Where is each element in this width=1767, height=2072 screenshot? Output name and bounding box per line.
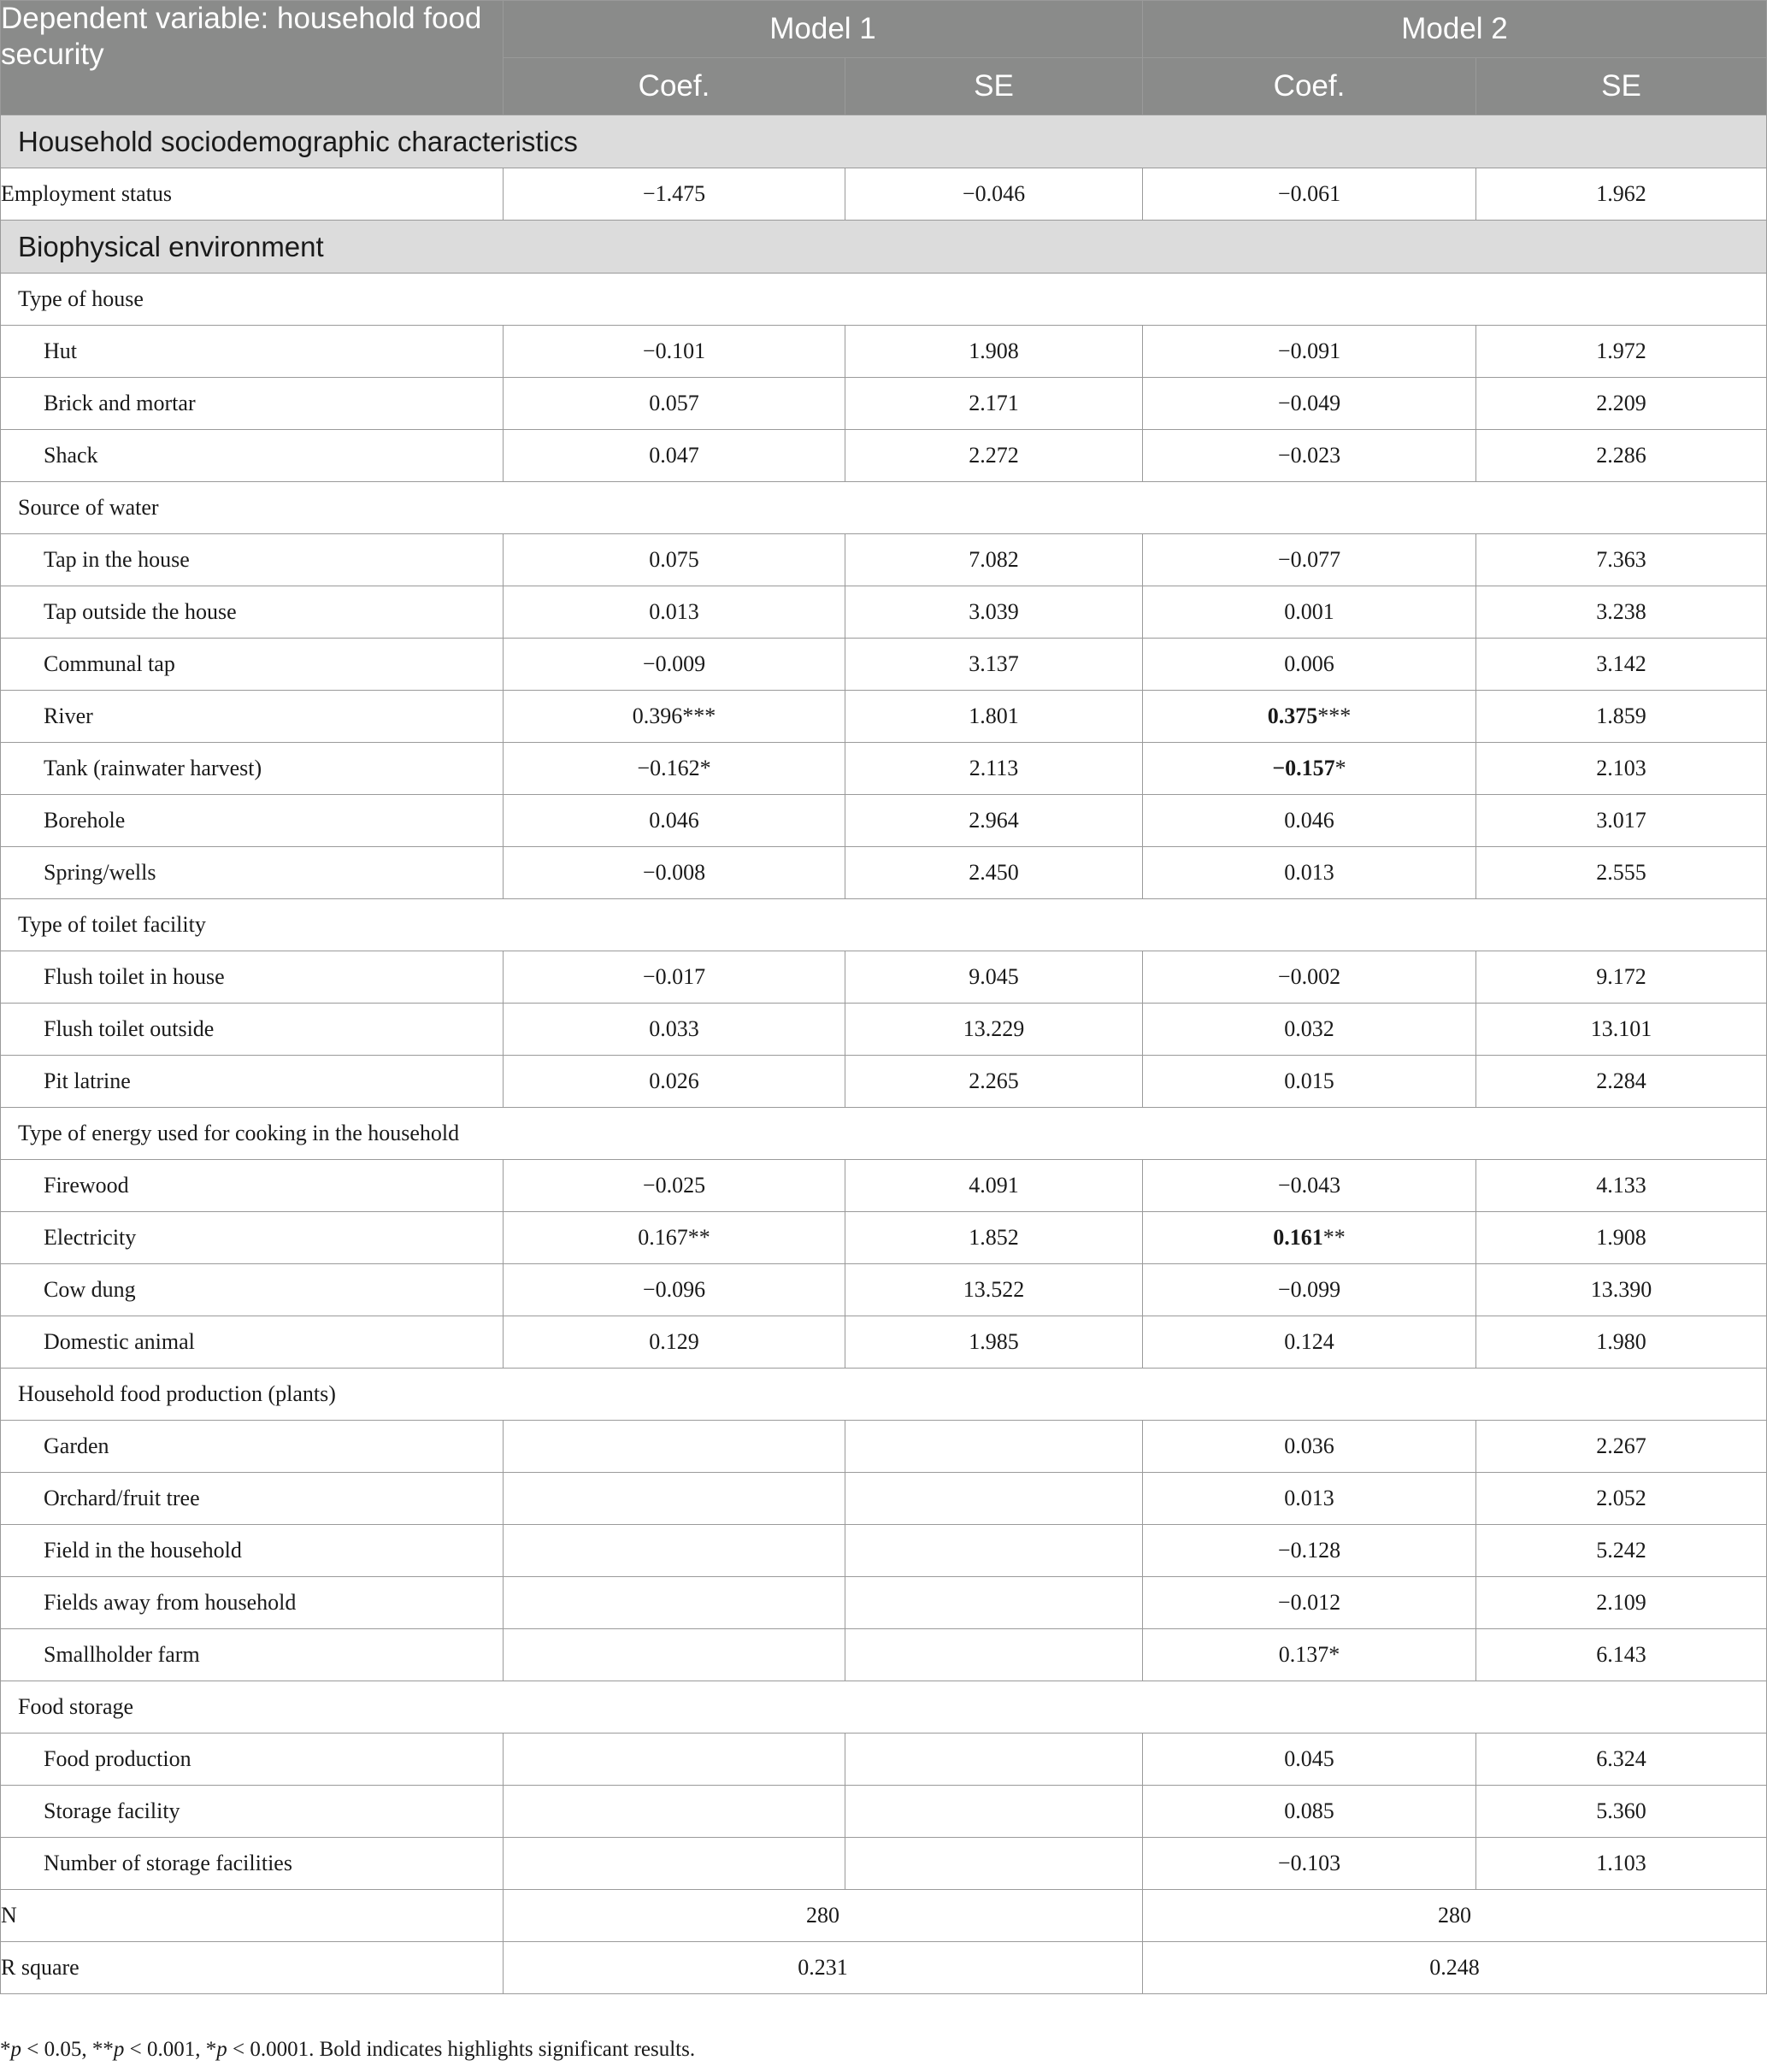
m2-se: 6.324 xyxy=(1476,1734,1767,1786)
m2-se: 3.017 xyxy=(1476,795,1767,847)
m1-se: 2.964 xyxy=(845,795,1143,847)
table-row xyxy=(1,430,1767,482)
group-title: Household food production (plants) xyxy=(1,1369,1767,1421)
m2-se: 1.962 xyxy=(1476,168,1767,221)
table-row xyxy=(1,534,1767,586)
m2-se: 2.267 xyxy=(1476,1421,1767,1473)
row-label: Electricity xyxy=(1,1212,504,1264)
footnote-p: p xyxy=(216,2038,227,2061)
row-label: Shack xyxy=(1,430,504,482)
m1-se xyxy=(845,1629,1143,1681)
row-label: Tap in the house xyxy=(1,534,504,586)
m1-coef xyxy=(504,1734,845,1786)
table-row xyxy=(1,1264,1767,1316)
table-row xyxy=(1,795,1767,847)
m1-se xyxy=(845,1421,1143,1473)
table-row xyxy=(1,168,1767,221)
m2-se: 5.360 xyxy=(1476,1786,1767,1838)
row-label: Tank (rainwater harvest) xyxy=(1,743,504,795)
m2-coef: 0.001 xyxy=(1143,586,1476,639)
m1-coef: −0.008 xyxy=(504,847,845,899)
row-label: Firewood xyxy=(1,1160,504,1212)
m2-se: 9.172 xyxy=(1476,951,1767,1004)
m2-se: 3.238 xyxy=(1476,586,1767,639)
group-row xyxy=(1,274,1767,326)
m2-coef: 0.045 xyxy=(1143,1734,1476,1786)
table-row xyxy=(1,1629,1767,1681)
m2-se: 3.142 xyxy=(1476,639,1767,691)
m2-coef: −0.049 xyxy=(1143,378,1476,430)
footnote-p: p xyxy=(10,2038,21,2061)
m1-se xyxy=(845,1525,1143,1577)
model1-coef-header: Coef. xyxy=(504,58,845,115)
group-row xyxy=(1,482,1767,534)
m2-se: 5.242 xyxy=(1476,1525,1767,1577)
row-label: Spring/wells xyxy=(1,847,504,899)
table-row xyxy=(1,1786,1767,1838)
m2-se: 1.972 xyxy=(1476,326,1767,378)
group-title: Type of house xyxy=(1,274,1767,326)
significance-stars: *** xyxy=(1317,703,1352,728)
m2-se: 2.209 xyxy=(1476,378,1767,430)
m2-coef: 0.124 xyxy=(1143,1316,1476,1369)
table-row xyxy=(1,1525,1767,1577)
m2-coef: −0.012 xyxy=(1143,1577,1476,1629)
m2-coef: −0.091 xyxy=(1143,326,1476,378)
row-label: Domestic animal xyxy=(1,1316,504,1369)
table-row xyxy=(1,1056,1767,1108)
m1-coef xyxy=(504,1421,845,1473)
row-label: Number of storage facilities xyxy=(1,1838,504,1890)
m2-coef: 0.137* xyxy=(1143,1629,1476,1681)
m2-coef: −0.077 xyxy=(1143,534,1476,586)
m1-coef: 0.033 xyxy=(504,1004,845,1056)
m2-coef: −0.128 xyxy=(1143,1525,1476,1577)
m1-coef: −0.096 xyxy=(504,1264,845,1316)
m1-r2: 0.231 xyxy=(504,1942,1143,1994)
m1-coef: 0.047 xyxy=(504,430,845,482)
m1-se: 2.113 xyxy=(845,743,1143,795)
row-label: Borehole xyxy=(1,795,504,847)
section-row xyxy=(1,221,1767,274)
m1-coef: −0.162* xyxy=(504,743,845,795)
m1-coef: −0.017 xyxy=(504,951,845,1004)
model1-header: Model 1 xyxy=(504,1,1143,58)
table-row xyxy=(1,378,1767,430)
significant-value: 0.375 xyxy=(1267,703,1318,728)
group-title: Source of water xyxy=(1,482,1767,534)
m2-se: 13.101 xyxy=(1476,1004,1767,1056)
m2-se: 2.103 xyxy=(1476,743,1767,795)
group-title: Food storage xyxy=(1,1681,1767,1734)
m1-se: 2.272 xyxy=(845,430,1143,482)
significant-value: −0.157 xyxy=(1272,756,1335,780)
model2-header: Model 2 xyxy=(1143,1,1767,58)
m1-coef: 0.396*** xyxy=(504,691,845,743)
row-label: Storage facility xyxy=(1,1786,504,1838)
m2-coef xyxy=(1143,691,1476,743)
row-label: Fields away from household xyxy=(1,1577,504,1629)
model2-se-header: SE xyxy=(1476,58,1767,115)
m2-coef: −0.099 xyxy=(1143,1264,1476,1316)
m1-se: 13.229 xyxy=(845,1004,1143,1056)
m1-se: 4.091 xyxy=(845,1160,1143,1212)
m1-se: 1.985 xyxy=(845,1316,1143,1369)
group-row xyxy=(1,1681,1767,1734)
table-row xyxy=(1,743,1767,795)
m1-se: 2.171 xyxy=(845,378,1143,430)
m2-se: 2.284 xyxy=(1476,1056,1767,1108)
row-label: R square xyxy=(1,1942,504,1994)
model1-se-header: SE xyxy=(845,58,1143,115)
m1-se xyxy=(845,1473,1143,1525)
m2-coef: 0.013 xyxy=(1143,847,1476,899)
row-label: N xyxy=(1,1890,504,1942)
m2-coef: 0.015 xyxy=(1143,1056,1476,1108)
m2-coef xyxy=(1143,743,1476,795)
section-row xyxy=(1,115,1767,168)
m1-coef xyxy=(504,1577,845,1629)
m2-se: 6.143 xyxy=(1476,1629,1767,1681)
table-row xyxy=(1,847,1767,899)
row-label: Hut xyxy=(1,326,504,378)
table-row xyxy=(1,1734,1767,1786)
m1-se: 1.801 xyxy=(845,691,1143,743)
m2-se: 1.859 xyxy=(1476,691,1767,743)
m2-coef: −0.023 xyxy=(1143,430,1476,482)
m2-coef: 0.006 xyxy=(1143,639,1476,691)
group-title: Type of toilet facility xyxy=(1,899,1767,951)
m2-n: 280 xyxy=(1143,1890,1767,1942)
footnote-star: * xyxy=(0,2038,11,2061)
group-title: Type of energy used for cooking in the household xyxy=(1,1108,1767,1160)
m1-coef: 0.013 xyxy=(504,586,845,639)
row-label: Garden xyxy=(1,1421,504,1473)
stats-row-n xyxy=(1,1890,1767,1942)
m2-coef: −0.061 xyxy=(1143,168,1476,221)
m1-coef xyxy=(504,1473,845,1525)
m1-se: 3.039 xyxy=(845,586,1143,639)
row-label: Employment status xyxy=(1,168,504,221)
row-label: Orchard/fruit tree xyxy=(1,1473,504,1525)
m1-coef xyxy=(504,1629,845,1681)
table-row xyxy=(1,951,1767,1004)
table-row xyxy=(1,1160,1767,1212)
m1-se: 13.522 xyxy=(845,1264,1143,1316)
dependent-variable-header: Dependent variable: household food security xyxy=(1,1,504,115)
table-row xyxy=(1,1212,1767,1264)
footnote-text: < 0.001, * xyxy=(124,2038,217,2061)
row-label: Communal tap xyxy=(1,639,504,691)
m1-coef: −0.009 xyxy=(504,639,845,691)
m2-coef: 0.085 xyxy=(1143,1786,1476,1838)
m1-coef: −0.025 xyxy=(504,1160,845,1212)
m2-coef: −0.043 xyxy=(1143,1160,1476,1212)
m2-coef: −0.103 xyxy=(1143,1838,1476,1890)
m2-se: 7.363 xyxy=(1476,534,1767,586)
significance-stars: * xyxy=(1334,756,1346,780)
table-row xyxy=(1,691,1767,743)
significant-value: 0.161 xyxy=(1273,1225,1323,1250)
row-label: Pit latrine xyxy=(1,1056,504,1108)
m2-coef: 0.013 xyxy=(1143,1473,1476,1525)
m2-se: 13.390 xyxy=(1476,1264,1767,1316)
table-row xyxy=(1,1316,1767,1369)
table-row xyxy=(1,639,1767,691)
m1-se: 1.908 xyxy=(845,326,1143,378)
m1-coef: 0.046 xyxy=(504,795,845,847)
m1-coef: 0.075 xyxy=(504,534,845,586)
row-label: Brick and mortar xyxy=(1,378,504,430)
footnote-p: p xyxy=(113,2038,125,2061)
table-row xyxy=(1,1473,1767,1525)
m1-coef xyxy=(504,1786,845,1838)
m2-coef: 0.046 xyxy=(1143,795,1476,847)
m1-se: 9.045 xyxy=(845,951,1143,1004)
table-row xyxy=(1,1004,1767,1056)
m1-coef: −1.475 xyxy=(504,168,845,221)
m2-se: 2.052 xyxy=(1476,1473,1767,1525)
m1-coef: 0.167** xyxy=(504,1212,845,1264)
m1-se xyxy=(845,1734,1143,1786)
m2-se: 2.555 xyxy=(1476,847,1767,899)
m2-se: 4.133 xyxy=(1476,1160,1767,1212)
section-title: Household sociodemographic characteristics xyxy=(1,115,1767,168)
m1-coef: 0.026 xyxy=(504,1056,845,1108)
table-row xyxy=(1,1577,1767,1629)
row-label: Flush toilet in house xyxy=(1,951,504,1004)
group-row xyxy=(1,1108,1767,1160)
m1-coef: 0.057 xyxy=(504,378,845,430)
m2-coef: 0.036 xyxy=(1143,1421,1476,1473)
row-label: Tap outside the house xyxy=(1,586,504,639)
m1-se: −0.046 xyxy=(845,168,1143,221)
table-row xyxy=(1,1421,1767,1473)
table-row xyxy=(1,586,1767,639)
m2-coef: 0.032 xyxy=(1143,1004,1476,1056)
footnote-text: < 0.05, ** xyxy=(21,2038,114,2061)
m1-coef xyxy=(504,1525,845,1577)
m2-coef: −0.002 xyxy=(1143,951,1476,1004)
m1-se: 2.265 xyxy=(845,1056,1143,1108)
table-row xyxy=(1,1838,1767,1890)
m2-se: 2.109 xyxy=(1476,1577,1767,1629)
m1-se xyxy=(845,1786,1143,1838)
m1-se xyxy=(845,1838,1143,1890)
m2-se: 1.908 xyxy=(1476,1212,1767,1264)
significance-stars: ** xyxy=(1322,1225,1346,1250)
m2-r2: 0.248 xyxy=(1143,1942,1767,1994)
m1-se: 1.852 xyxy=(845,1212,1143,1264)
m1-se: 7.082 xyxy=(845,534,1143,586)
m1-se: 2.450 xyxy=(845,847,1143,899)
m1-coef: 0.129 xyxy=(504,1316,845,1369)
m1-se xyxy=(845,1577,1143,1629)
m2-se: 1.980 xyxy=(1476,1316,1767,1369)
row-label: Flush toilet outside xyxy=(1,1004,504,1056)
row-label: Food production xyxy=(1,1734,504,1786)
m1-n: 280 xyxy=(504,1890,1143,1942)
row-label: Smallholder farm xyxy=(1,1629,504,1681)
m1-se: 3.137 xyxy=(845,639,1143,691)
row-label: River xyxy=(1,691,504,743)
footnote-text: < 0.0001. Bold indicates highlights significant results. xyxy=(227,2038,696,2061)
group-row xyxy=(1,1369,1767,1421)
table-footnote xyxy=(0,2038,695,2062)
group-row xyxy=(1,899,1767,951)
m1-coef: −0.101 xyxy=(504,326,845,378)
m2-se: 1.103 xyxy=(1476,1838,1767,1890)
table-row xyxy=(1,326,1767,378)
section-title: Biophysical environment xyxy=(1,221,1767,274)
row-label: Cow dung xyxy=(1,1264,504,1316)
m2-se: 2.286 xyxy=(1476,430,1767,482)
model2-coef-header: Coef. xyxy=(1143,58,1476,115)
stats-row-r2 xyxy=(1,1942,1767,1994)
m2-coef xyxy=(1143,1212,1476,1264)
row-label: Field in the household xyxy=(1,1525,504,1577)
m1-coef xyxy=(504,1838,845,1890)
